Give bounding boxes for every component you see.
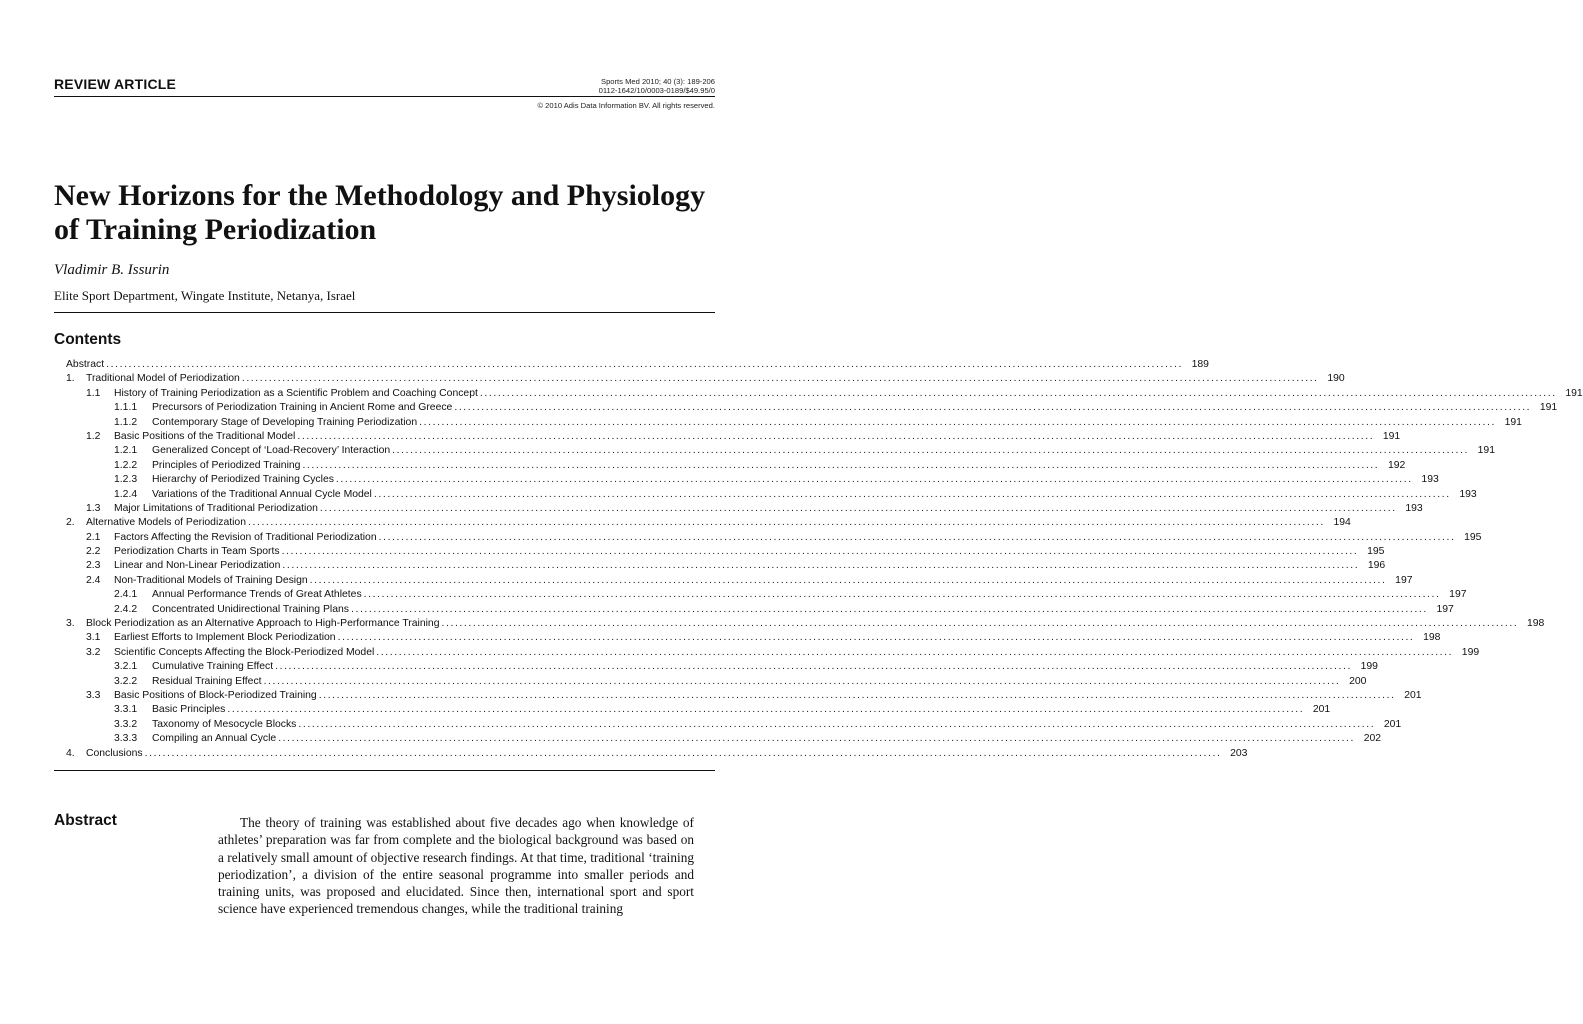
toc-entry-page: 198 bbox=[1526, 618, 1545, 630]
toc-entry-page: 191 bbox=[1382, 430, 1401, 442]
toc-entry[interactable] bbox=[66, 703, 1331, 717]
toc-dot-leader: ................................................................................................................................................................................................................................................ bbox=[281, 546, 1359, 558]
toc-entry-label: Traditional Model of Periodization bbox=[86, 373, 240, 385]
toc-entry-number: 1.3 bbox=[86, 502, 101, 514]
toc-entry[interactable] bbox=[66, 358, 1209, 372]
toc-dot-leader: ................................................................................................................................................................................................................................................ bbox=[378, 531, 1456, 543]
toc-entry[interactable] bbox=[66, 488, 1477, 502]
toc-dot-leader: ................................................................................................................................................................................................................................................ bbox=[263, 675, 1341, 687]
header-rule bbox=[54, 96, 715, 97]
toc-entry[interactable] bbox=[66, 444, 1495, 458]
toc-entry-page: 191 bbox=[1539, 402, 1558, 414]
toc-entry-label: Factors Affecting the Revision of Traditional Periodization bbox=[114, 531, 377, 543]
toc-entry-number: 2.2 bbox=[86, 546, 101, 558]
toc-entry-number: 1.2.2 bbox=[114, 459, 138, 471]
toc-entry[interactable] bbox=[66, 747, 1248, 761]
table-of-contents bbox=[66, 358, 1583, 761]
toc-entry-page: 191 bbox=[1504, 416, 1522, 428]
toc-entry-number: 2. bbox=[66, 517, 75, 529]
section-label: REVIEW ARTICLE bbox=[54, 76, 177, 92]
toc-entry[interactable] bbox=[66, 718, 1402, 732]
toc-entry-page: 193 bbox=[1459, 488, 1477, 500]
toc-entry-page: 199 bbox=[1461, 646, 1480, 658]
toc-entry-page: 201 bbox=[1312, 704, 1331, 716]
toc-entry-number: 3. bbox=[66, 618, 75, 630]
toc-entry-number: 2.4 bbox=[86, 574, 101, 586]
toc-dot-leader: ................................................................................................................................................................................................................................................ bbox=[350, 603, 1428, 615]
toc-entry-label: Alternative Models of Periodization bbox=[86, 517, 246, 529]
toc-entry[interactable] bbox=[66, 646, 1480, 660]
toc-entry-number: 2.4.2 bbox=[114, 603, 138, 615]
toc-entry[interactable] bbox=[66, 660, 1378, 674]
toc-entry-label: Linear and Non-Linear Periodization bbox=[114, 560, 281, 572]
toc-entry-page: 191 bbox=[1477, 445, 1495, 457]
toc-entry-page: 195 bbox=[1464, 531, 1482, 543]
toc-entry-number: 2.4.1 bbox=[114, 589, 138, 601]
toc-entry-label: Taxonomy of Mesocycle Blocks bbox=[152, 718, 297, 730]
toc-entry-label: Basic Principles bbox=[152, 704, 226, 716]
toc-entry-number: 1. bbox=[66, 373, 75, 385]
toc-entry[interactable] bbox=[66, 574, 1413, 588]
toc-entry-page: 197 bbox=[1395, 574, 1413, 586]
toc-entry-page: 199 bbox=[1360, 661, 1378, 673]
toc-dot-leader: ................................................................................................................................................................................................................................................ bbox=[392, 445, 1469, 457]
toc-entry-number: 1.2.3 bbox=[114, 474, 138, 486]
toc-entry-page: 193 bbox=[1421, 474, 1439, 486]
toc-entry-page: 202 bbox=[1363, 733, 1382, 745]
toc-entry-number: 3.2.2 bbox=[114, 675, 138, 687]
toc-entry-number: 3.3.1 bbox=[114, 704, 138, 716]
toc-dot-leader: ................................................................................................................................................................................................................................................ bbox=[106, 359, 1183, 370]
toc-entry[interactable] bbox=[66, 689, 1422, 703]
toc-dot-leader: ................................................................................................................................................................................................................................................ bbox=[298, 718, 1376, 730]
contents-top-rule bbox=[54, 312, 715, 313]
toc-dot-leader: ................................................................................................................................................................................................................................................ bbox=[302, 459, 1380, 471]
toc-entry-page: 201 bbox=[1383, 718, 1402, 730]
toc-dot-leader: ................................................................................................................................................................................................................................................ bbox=[282, 560, 1360, 572]
toc-entry-label: History of Training Periodization as a Scientific Problem and Coaching Concept bbox=[114, 387, 478, 399]
toc-dot-leader: ................................................................................................................................................................................................................................................ bbox=[309, 574, 1387, 586]
toc-entry-number: 3.1 bbox=[86, 632, 101, 644]
toc-dot-leader: ................................................................................................................................................................................................................................................ bbox=[297, 430, 1375, 442]
toc-entry-page: 201 bbox=[1404, 689, 1422, 701]
toc-dot-leader: ................................................................................................................................................................................................................................................ bbox=[144, 747, 1222, 759]
toc-entry-label: Generalized Concept of ‘Load-Recovery’ Interaction bbox=[152, 445, 391, 457]
toc-entry-label: Principles of Periodized Training bbox=[152, 459, 301, 471]
toc-entry-number: 1.2.1 bbox=[114, 445, 138, 457]
toc-entry-label: Concentrated Unidirectional Training Plans bbox=[152, 603, 349, 615]
toc-entry-page: 203 bbox=[1230, 747, 1248, 759]
toc-entry-number: 1.1 bbox=[86, 387, 101, 399]
toc-entry-page: 200 bbox=[1349, 675, 1367, 687]
toc-entry[interactable] bbox=[66, 531, 1482, 545]
toc-entry-label: Periodization Charts in Team Sports bbox=[114, 546, 280, 558]
contents-bottom-rule bbox=[54, 770, 715, 771]
toc-entry-label: Compiling an Annual Cycle bbox=[152, 733, 277, 745]
toc-dot-leader: ................................................................................................................................................................................................................................................ bbox=[278, 733, 1356, 745]
toc-dot-leader: ................................................................................................................................................................................................................................................ bbox=[373, 488, 1451, 500]
article-title: New Horizons for the Methodology and Physiology of Training Periodization bbox=[54, 179, 706, 246]
toc-entry-page: 193 bbox=[1405, 502, 1423, 514]
toc-entry-label: Precursors of Periodization Training in Ancient Rome and Greece bbox=[152, 402, 453, 414]
toc-dot-leader: ................................................................................................................................................................................................................................................ bbox=[454, 402, 1532, 414]
toc-entry-label: Scientific Concepts Affecting the Block-Periodized Model bbox=[114, 646, 375, 658]
toc-entry-label: Abstract bbox=[66, 359, 105, 370]
toc-dot-leader: ................................................................................................................................................................................................................................................ bbox=[227, 704, 1305, 716]
toc-entry-label: Hierarchy of Periodized Training Cycles bbox=[152, 474, 334, 486]
toc-entry-number: 1.2.4 bbox=[114, 488, 138, 500]
toc-entry-number: 1.1.2 bbox=[114, 416, 138, 428]
abstract-text: The theory of training was established about five decades ago when knowledge of athletes’ preparation was far from complete and the biological background was based on a relatively small amount of objective research findings. At that time, traditional ‘training periodization’, a division of the entire seasonal programme into smaller periods and training units, was proposed and elucidated. Since then, international sport and sport science have experienced tremendous changes, while the traditional training bbox=[218, 815, 694, 917]
toc-entry-page: 189 bbox=[1191, 359, 1209, 370]
toc-entry[interactable] bbox=[66, 502, 1423, 516]
toc-entry-number: 1.1.1 bbox=[114, 402, 138, 414]
toc-entry-number: 3.3.3 bbox=[114, 733, 138, 745]
contents-heading: Contents bbox=[54, 331, 122, 348]
citation-info bbox=[599, 77, 715, 95]
toc-dot-leader: ................................................................................................................................................................................................................................................ bbox=[419, 416, 1496, 428]
toc-entry-page: 195 bbox=[1367, 546, 1385, 558]
toc-dot-leader: ................................................................................................................................................................................................................................................ bbox=[376, 646, 1454, 658]
toc-entry[interactable] bbox=[66, 387, 1583, 401]
toc-dot-leader: ................................................................................................................................................................................................................................................ bbox=[247, 517, 1325, 529]
toc-entry-page: 198 bbox=[1423, 632, 1441, 644]
toc-entry-number: 4. bbox=[66, 747, 75, 759]
toc-entry-label: Annual Performance Trends of Great Athletes bbox=[152, 589, 362, 601]
author-affiliation: Elite Sport Department, Wingate Institute, Netanya, Israel bbox=[54, 288, 356, 303]
toc-entry[interactable] bbox=[66, 401, 1558, 415]
toc-entry-page: 191 bbox=[1565, 387, 1583, 399]
toc-entry[interactable] bbox=[66, 588, 1467, 602]
toc-dot-leader: ................................................................................................................................................................................................................................................ bbox=[479, 387, 1557, 399]
toc-entry-label: Basic Positions of Block-Periodized Training bbox=[114, 689, 317, 701]
author-name: Vladimir B. Issurin bbox=[54, 262, 170, 278]
toc-entry-page: 192 bbox=[1387, 459, 1406, 471]
toc-entry-label: Earliest Efforts to Implement Block Periodization bbox=[114, 632, 336, 644]
toc-entry-label: Block Periodization as an Alternative Approach to High-Performance Training bbox=[86, 618, 440, 630]
toc-entry-label: Non-Traditional Models of Training Design bbox=[114, 574, 308, 586]
toc-entry[interactable] bbox=[66, 732, 1382, 746]
toc-entry-label: Cumulative Training Effect bbox=[152, 661, 274, 673]
toc-entry[interactable] bbox=[66, 430, 1401, 444]
toc-entry-label: Basic Positions of the Traditional Model bbox=[114, 430, 296, 442]
toc-entry-number: 3.2.1 bbox=[114, 661, 138, 673]
toc-entry-label: Contemporary Stage of Developing Training Periodization bbox=[152, 416, 418, 428]
toc-entry[interactable] bbox=[66, 603, 1454, 617]
toc-dot-leader: ................................................................................................................................................................................................................................................ bbox=[275, 661, 1352, 673]
toc-entry-number: 3.2 bbox=[86, 646, 101, 658]
citation-line-2: 0112-1642/10/0003-0189/$49.95/0 bbox=[598, 86, 715, 95]
toc-entry[interactable] bbox=[66, 559, 1386, 573]
toc-entry-label: Conclusions bbox=[86, 747, 143, 759]
toc-dot-leader: ................................................................................................................................................................................................................................................ bbox=[319, 502, 1397, 514]
toc-entry-page: 197 bbox=[1449, 589, 1467, 601]
toc-dot-leader: ................................................................................................................................................................................................................................................ bbox=[363, 589, 1441, 601]
toc-entry-number: 3.3.2 bbox=[114, 718, 138, 730]
toc-dot-leader: ................................................................................................................................................................................................................................................ bbox=[337, 632, 1415, 644]
toc-entry[interactable] bbox=[66, 416, 1522, 430]
toc-entry[interactable] bbox=[66, 545, 1385, 559]
toc-entry[interactable] bbox=[66, 473, 1439, 487]
toc-entry-page: 190 bbox=[1327, 373, 1345, 385]
toc-entry-number: 1.2 bbox=[86, 430, 101, 442]
toc-entry[interactable] bbox=[66, 675, 1367, 689]
toc-entry[interactable] bbox=[66, 372, 1345, 386]
toc-entry[interactable] bbox=[66, 516, 1351, 530]
toc-dot-leader: ................................................................................................................................................................................................................................................ bbox=[441, 618, 1519, 630]
toc-entry-page: 196 bbox=[1367, 560, 1386, 572]
toc-entry-label: Variations of the Traditional Annual Cycle Model bbox=[152, 488, 372, 500]
abstract-heading: Abstract bbox=[54, 812, 117, 829]
toc-entry-number: 2.3 bbox=[86, 560, 101, 572]
copyright-notice: © 2010 Adis Data Information BV. All rights reserved. bbox=[537, 101, 715, 110]
toc-entry-page: 194 bbox=[1333, 517, 1351, 529]
toc-dot-leader: ................................................................................................................................................................................................................................................ bbox=[335, 474, 1413, 486]
toc-entry-page: 197 bbox=[1436, 603, 1454, 615]
toc-entry-label: Major Limitations of Traditional Periodization bbox=[114, 502, 318, 514]
citation-line-1: Sports Med 2010; 40 (3): 189-206 bbox=[601, 77, 715, 86]
toc-entry-number: 3.3 bbox=[86, 689, 101, 701]
toc-entry-label: Residual Training Effect bbox=[152, 675, 262, 687]
toc-entry[interactable] bbox=[66, 617, 1545, 631]
toc-entry[interactable] bbox=[66, 459, 1406, 473]
toc-entry-number: 2.1 bbox=[86, 531, 101, 543]
toc-dot-leader: ................................................................................................................................................................................................................................................ bbox=[241, 373, 1319, 385]
toc-dot-leader: ................................................................................................................................................................................................................................................ bbox=[318, 689, 1396, 701]
toc-entry[interactable] bbox=[66, 631, 1441, 645]
